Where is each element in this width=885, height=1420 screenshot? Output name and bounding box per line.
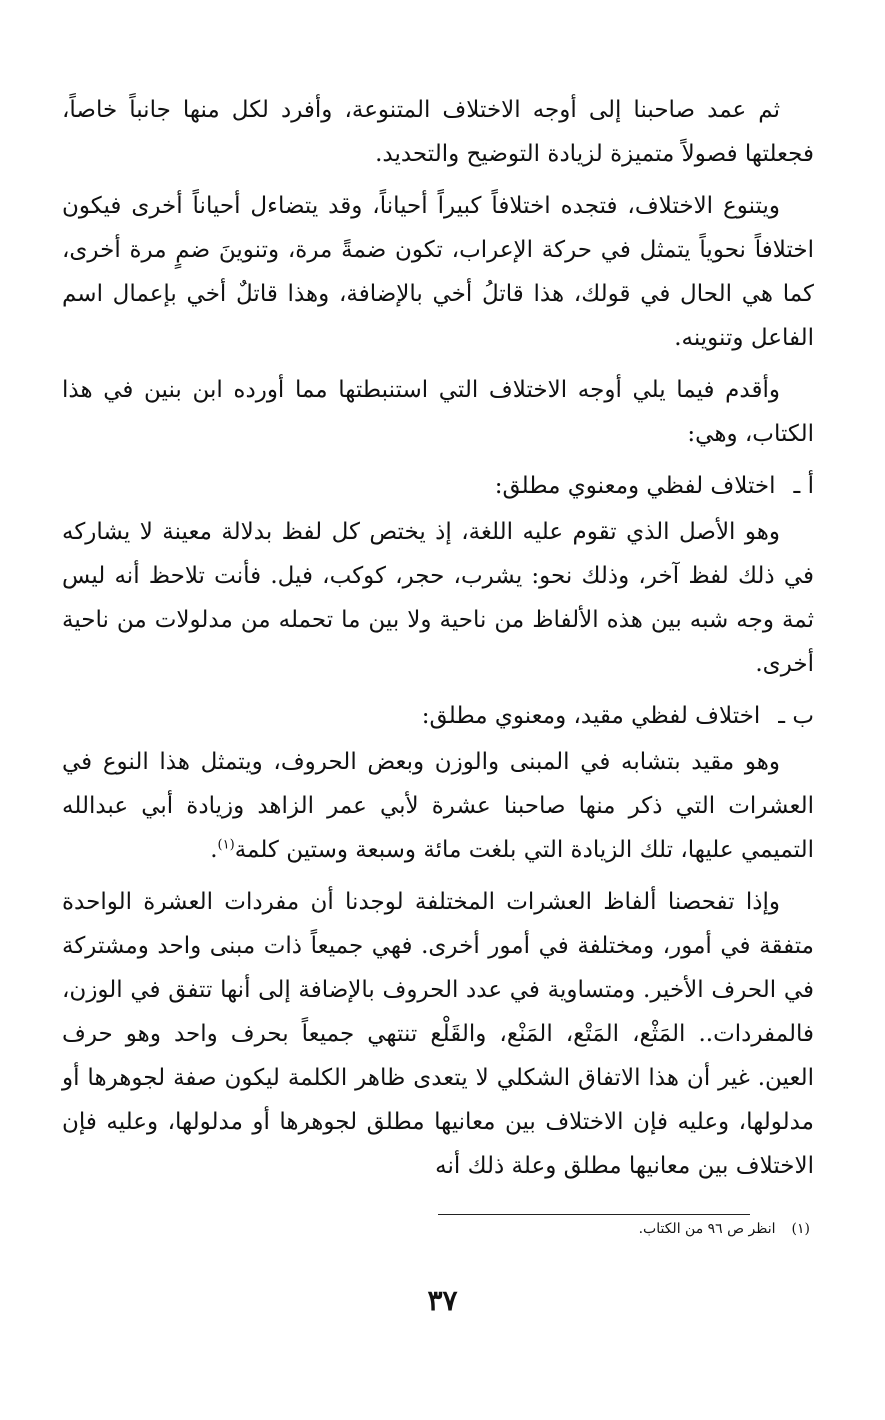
section-b-body-2: وإذا تفحصنا ألفاظ العشرات المختلفة لوجدنا أن مفردات العشرة الواحدة متفقة في أمور، ومختلفة في أمور أخرى. فهي جميعاً ذات مبنى واحد ومشتركة في الحرف الأخير. ومتساوية في عدد الحروف بالإضافة إلى أنها تتفق في الوزن، فالمفردات.. المَثْع، المَتْع، المَنْع، والقَلْع تنتهي جميعاً بحرف واحد وهو حرف العين. غير أن هذا الاتفاق الشكلي لا يتعدى ظاهر الكلمة ليكون صفة لجوهرها أو مدلولها، وعليه فإن الاختلاف بين معانيها مطلق لجوهرها أو مدلولها، وعليه فإن الاختلاف بين معانيها مطلق وعلة ذلك أنه [62,889,814,1179]
page-number: ٣٧ [427,1284,458,1317]
section-b-body-end: . [210,837,218,863]
section-a-body: وهو الأصل الذي تقوم عليه اللغة، إذ يختص كل لفظ بدلالة معينة لا يشاركه في ذلك لفظ آخر، وذلك نحو: يشرب، حجر، كوكب، فيل. فأنت تلاحظ أنه ليس ثمة وجه شبه بين هذه الألفاظ من ناحية ولا بين ما تحمله من مدلولات من ناحية أخرى. [62,519,814,677]
section-b-body-text: وهو مقيد بتشابه في المبنى والوزن وبعض الحروف، ويتمثل هذا النوع في العشرات التي ذكر منها صاحبنا عشرة لأبي عمر الزاهد وزيادة أبي عبدالله التميمي عليها، تلك الزيادة التي بلغت مائة وسبعة وستين كلمة [62,749,814,863]
footnote-text: انظر ص ٩٦ من الكتاب. [638,1221,776,1237]
footnote-reference[interactable]: (١) [217,837,235,853]
footnote [520,1218,810,1240]
footnote-divider [438,1214,750,1215]
paragraph-3: وأقدم فيما يلي أوجه الاختلاف التي استنبطتها مما أورده ابن بنين في هذا الكتاب، وهي: [62,377,814,447]
section-b-heading [62,694,814,738]
footnote-number: (١) [791,1221,810,1237]
section-a-title: اختلاف لفظي ومعنوي مطلق: [494,473,776,499]
section-a-heading [62,464,814,508]
section-b-title: اختلاف لفظي مقيد، ومعنوي مطلق: [421,703,761,729]
section-b-body [62,740,814,872]
paragraph-2: ويتنوع الاختلاف، فتجده اختلافاً كبيراً أحياناً، وقد يتضاءل أحياناً أخرى فيكون اختلافاً نحوياً يتمثل في حركة الإعراب، تكون ضمةً مرة، وتنوينَ ضمٍ مرة أخرى، كما هي الحال في قولك، هذا قاتلُ أخي بالإضافة، وهذا قاتلٌ أخي بإعمال اسم الفاعل وتنوينه. [62,193,814,351]
paragraph-1: ثم عمد صاحبنا إلى أوجه الاختلاف المتنوعة، وأفرد لكل منها جانباً خاصاً، فجعلتها فصولاً متميزة لزيادة التوضيح والتحديد. [62,97,814,167]
page-body [62,88,814,1196]
section-b-marker: ب ـ [778,703,814,729]
section-a-marker: أ ـ [793,473,814,499]
